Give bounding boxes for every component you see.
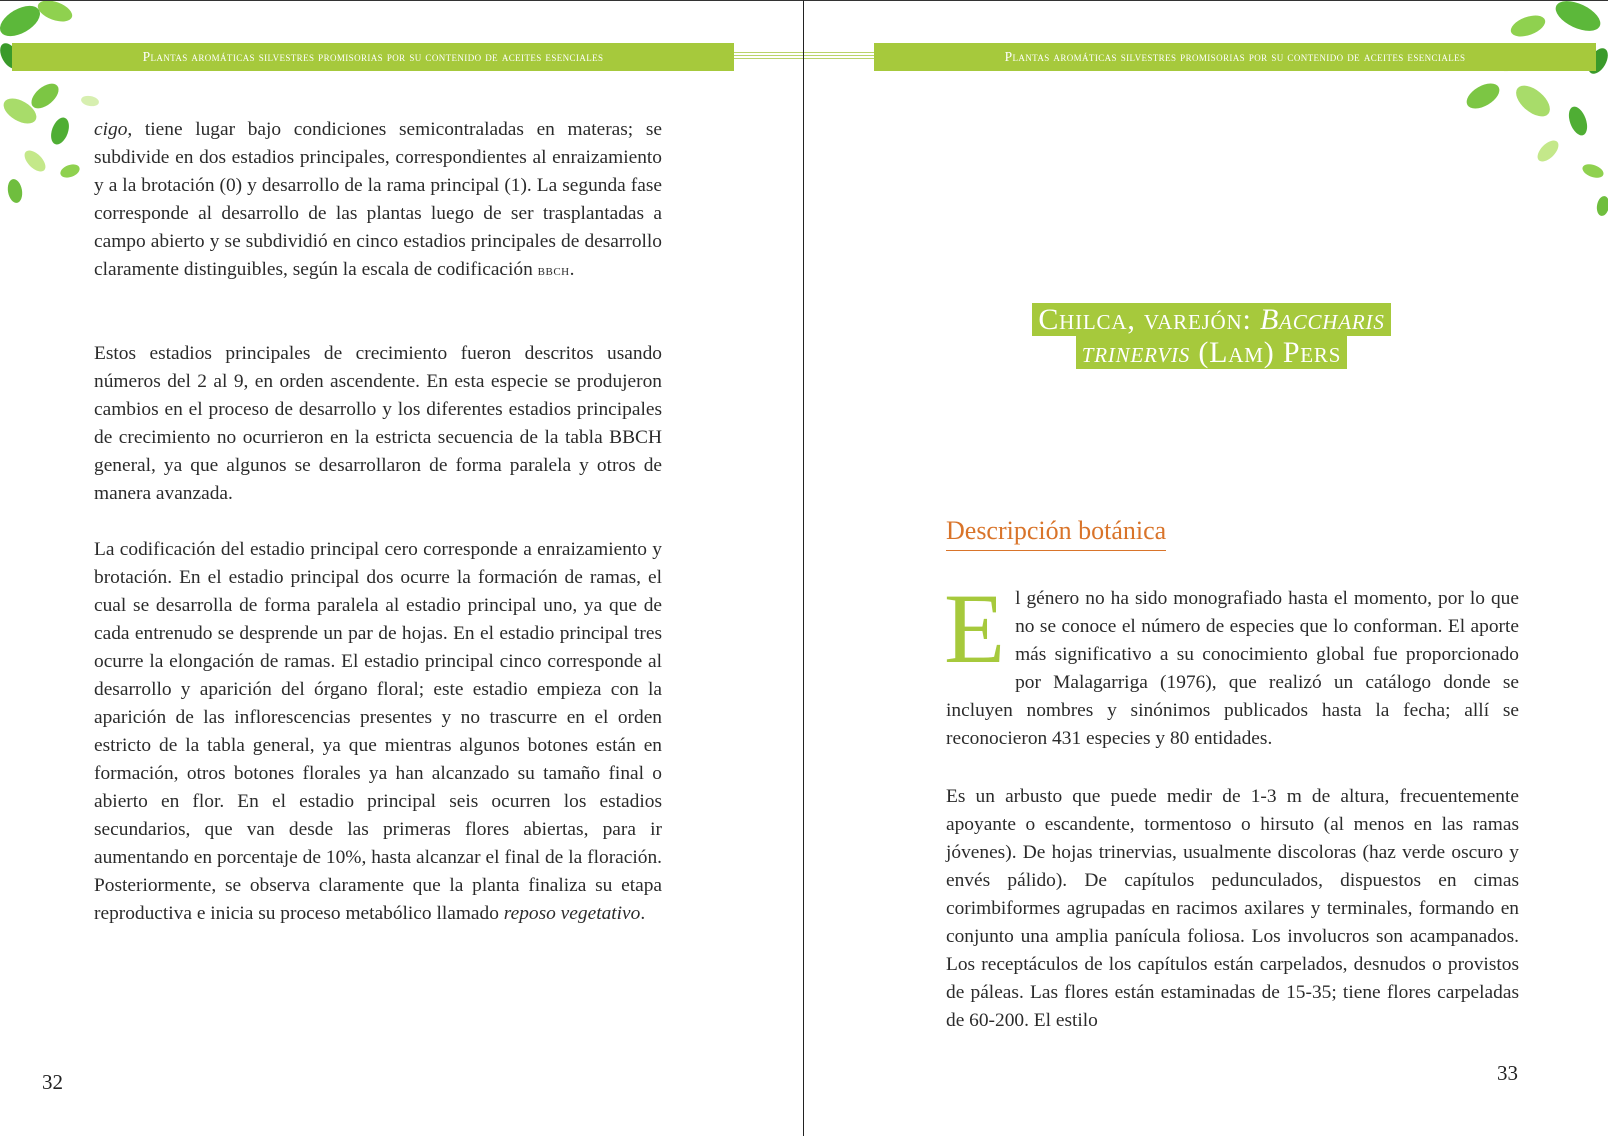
author-citation: (Lam) Pers [1190,336,1342,369]
paragraph-end: . [569,259,575,280]
common-names: Chilca, varejón: [1038,303,1260,336]
running-header: Plantas aromáticas silvestres promisorias por su contenido de aceites esenciales [12,43,734,71]
italic-word: cigo [94,119,128,140]
left-paragraph-3 [94,536,662,928]
running-header: Plantas aromáticas silvestres promisorias por su contenido de aceites esenciales [874,43,1596,71]
left-paragraph-2 [94,340,662,508]
section-heading: Descripción botánica [946,516,1166,551]
page-number-left: 32 [42,1070,63,1094]
right-page [804,0,1608,1136]
italic-term: reposo vegetativo [503,903,641,924]
paragraph-text: Estos estadios principales de crecimiento fueron descritos usando números del 2 al 9, en orden ascendente. En esta especie se produjeron cambios en el proceso de desarrollo y los diferentes estadios principales de crecimiento no ocurrieron en la estricta secuencia de la tabla BBCH general, ya que algunos se desarrollaron de forma paralela y otros de manera avanzada. [94,343,662,504]
paragraph-end: . [640,903,646,924]
drop-cap: E [944,573,1006,684]
paragraph-text: Es un arbusto que puede medir de 1-3 m de altura, frecuentemente apoyante o escandente, tormentoso o hirsuto (al menos en las ramas jóvenes). De hojas trinervias, usualmente discoloras (haz verde oscuro y envés pálido). De capítulos pedunculados, dispuestos en cimas corimbiformes agrupadas en racimos axilares y terminales, formando en conjunto una amplia panícula foliosa. Los involucros son acampanados. Los receptáculos de los capítulos están carpelados, desnudos o provistos de páleas. Las flores están estaminadas de 15-35; tiene flores carpeladas de 60-200. El estilo [946,786,1519,1031]
leaves-decoration-icon [1408,1,1608,221]
paragraph-text: , tiene lugar bajo condiciones semicontraladas en materas; se subdivide en dos estadios principales, correspondientes al enraizamiento y a la brotación (0) y desarrollo de la rama principal (1). La segunda fase corresponde al desarrollo de las plantas luego de ser trasplantadas a campo abierto y se subdividió en cinco estadios principales de desarrollo claramente distinguibles, según la escala de codificación [94,119,662,280]
left-paragraph-1 [94,116,662,285]
title-line-1 [1032,303,1390,336]
paragraph-text: La codificación del estadio principal cero corresponde a enraizamiento y brotación. En el estadio principal dos ocurre la formación de ramas, el cual se desarrolla de forma paralela al estadio principal uno, ya que de cada entrenudo se desprende un par de hojas. En el estadio principal tres ocurre la elongación de ramas. El estadio principal cinco corresponde al desarrollo y aparición del órgano floral; este estadio empieza con la aparición de las inflorescencias presentes y no trascurre en el orden estricto de la tabla general, ya que mientras algunos botones están en formación, otros botones florales ya han alcanzado su tamaño final o abierto en flor. En el estadio principal seis ocurren los estadios secundarios, que van desde las primeras flores abiertas, para ir aumentando en porcentaje de 10%, hasta alcanzar el final de la floración. Posteriormente, se observa claramente que la planta finaliza su etapa reproductiva e inicia su proceso metabólico llamado [94,539,662,924]
header-rule [804,52,874,62]
genus-name: Baccharis [1259,303,1385,336]
title-line-2 [1076,336,1347,369]
page-number-right: 33 [1497,1061,1518,1085]
species-title [984,303,1439,369]
species-name: trinervis [1081,336,1191,369]
bbch-abbrev: bbch [537,263,570,279]
right-paragraph-2 [946,783,1519,1035]
right-paragraph-1 [944,573,1519,753]
paragraph-text: l género no ha sido monografiado hasta el momento, por lo que no se conoce el número de especies que lo conforman. El aporte más significativo a su conocimiento global fue proporcionado por Malagarriga (1976), que realizó un catálogo donde se incluyen nombres y sinónimos publicados hasta la fecha; allí se reconocieron 431 especies y 80 entidades. [946,588,1519,749]
header-rule [734,52,804,62]
